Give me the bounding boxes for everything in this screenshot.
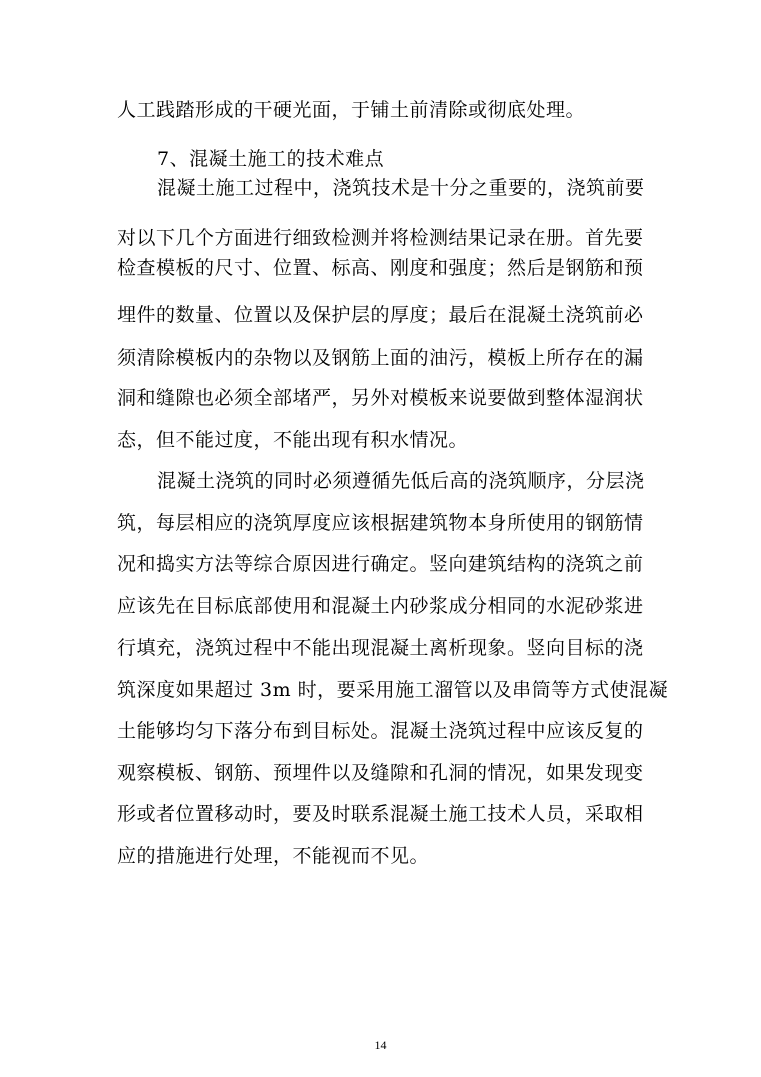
- text-line: 土能够均匀下落分布到目标处。混凝土浇筑过程中应该反复的: [117, 720, 644, 742]
- text-line: 观察模板、钢筋、预埋件以及缝隙和孔洞的情况，如果发现变: [117, 762, 644, 784]
- text-line: 行填充，浇筑过程中不能出现混凝土离析现象。竖向目标的浇: [117, 637, 644, 659]
- text-line: 筑深度如果超过 3m 时，要采用施工溜管以及串筒等方式使混凝: [117, 679, 669, 701]
- text-line: 态，但不能过度，不能出现有积水情况。: [117, 429, 469, 451]
- text-line: 检查模板的尺寸、位置、标高、刚度和强度；然后是钢筋和预: [117, 257, 644, 279]
- text-line: 须清除模板内的杂物以及钢筋上面的油污，模板上所存在的漏: [117, 347, 644, 369]
- text-line: 况和捣实方法等综合原因进行确定。竖向建筑结构的浇筑之前: [117, 553, 644, 575]
- text-line: 应的措施进行处理，不能视而不见。: [117, 845, 430, 867]
- text-line: 洞和缝隙也必须全部堵严，另外对模板来说要做到整体湿润状: [117, 387, 644, 409]
- text-line: 应该先在目标底部使用和混凝土内砂浆成分相同的水泥砂浆进: [117, 595, 644, 617]
- text-line: 人工践踏形成的干硬光面，于铺土前清除或彻底处理。: [117, 99, 586, 121]
- text-line: 对以下几个方面进行细致检测并将检测结果记录在册。首先要: [117, 227, 644, 249]
- text-line: 埋件的数量、位置以及保护层的厚度；最后在混凝土浇筑前必: [117, 304, 644, 326]
- section-heading: 7、混凝土施工的技术难点: [157, 148, 385, 170]
- text-line: 混凝土浇筑的同时必须遵循先低后高的浇筑顺序，分层浇: [157, 470, 645, 492]
- text-line: 混凝土施工过程中，浇筑技术是十分之重要的，浇筑前要: [157, 177, 645, 199]
- text-line: 筑，每层相应的浇筑厚度应该根据建筑物本身所使用的钢筋情: [117, 512, 644, 534]
- page-number: 14: [374, 1038, 387, 1052]
- text-line: 形或者位置移动时，要及时联系混凝土施工技术人员，采取相: [117, 803, 644, 825]
